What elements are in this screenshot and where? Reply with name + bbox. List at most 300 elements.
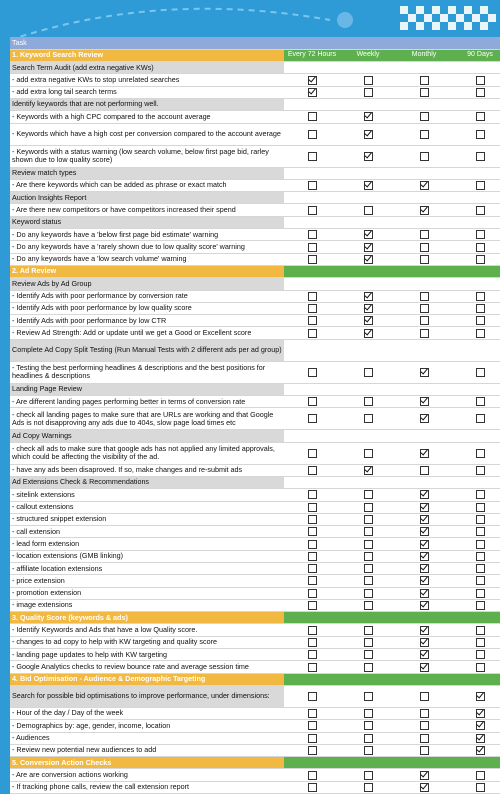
unchecked-checkbox[interactable] [476,601,485,610]
checked-checkbox[interactable] [364,181,373,190]
empty-cell [396,757,452,769]
unchecked-checkbox[interactable] [364,692,373,701]
checkbox-cell [396,464,452,476]
empty-cell [452,62,500,74]
empty-cell [396,192,452,204]
checked-checkbox[interactable] [364,130,373,139]
checkbox-cell [452,179,500,191]
unchecked-checkbox[interactable] [308,130,317,139]
unchecked-checkbox[interactable] [476,589,485,598]
checked-checkbox[interactable] [420,564,429,573]
unchecked-checkbox[interactable] [364,503,373,512]
unchecked-checkbox[interactable] [476,130,485,139]
unchecked-checkbox[interactable] [476,527,485,536]
unchecked-checkbox[interactable] [308,181,317,190]
subheading-row [10,62,500,74]
checkbox-cell [284,624,340,636]
unchecked-checkbox[interactable] [420,112,429,121]
unchecked-checkbox[interactable] [420,230,429,239]
unchecked-checkbox[interactable] [476,329,485,338]
checkbox-cell [284,86,340,98]
task-row [10,526,500,538]
unchecked-checkbox[interactable] [308,243,317,252]
checked-checkbox[interactable] [364,112,373,121]
task-label: - have any ads been disaproved. If so, make changes and re-submit ads [10,464,284,476]
unchecked-checkbox[interactable] [308,709,317,718]
empty-cell [452,673,500,685]
unchecked-checkbox[interactable] [420,243,429,252]
task-label: Ad Extensions Check & Recommendations [10,476,284,488]
unchecked-checkbox[interactable] [308,663,317,672]
unchecked-checkbox[interactable] [420,329,429,338]
checked-checkbox[interactable] [420,490,429,499]
unchecked-checkbox[interactable] [364,527,373,536]
task-row [10,538,500,550]
unchecked-checkbox[interactable] [476,771,485,780]
checkbox-cell [452,396,500,408]
unchecked-checkbox[interactable] [364,626,373,635]
checked-checkbox[interactable] [420,527,429,536]
checked-checkbox[interactable] [476,734,485,743]
unchecked-checkbox[interactable] [420,721,429,730]
unchecked-checkbox[interactable] [364,564,373,573]
task-label: - Do any keywords have a 'rarely shown due to low quality score' warning [10,241,284,253]
unchecked-checkbox[interactable] [364,397,373,406]
unchecked-checkbox[interactable] [364,721,373,730]
unchecked-checkbox[interactable] [420,746,429,755]
unchecked-checkbox[interactable] [364,746,373,755]
unchecked-checkbox[interactable] [308,490,317,499]
task-label: - Keywords which have a high cost per conversion compared to the account average [10,123,284,145]
unchecked-checkbox[interactable] [364,709,373,718]
empty-cell [396,612,452,624]
unchecked-checkbox[interactable] [420,255,429,264]
checked-checkbox[interactable] [420,368,429,377]
empty-cell [284,757,340,769]
checked-checkbox[interactable] [420,638,429,647]
unchecked-checkbox[interactable] [476,152,485,161]
task-label: - location extensions (GMB linking) [10,550,284,562]
unchecked-checkbox[interactable] [364,783,373,792]
task-row [10,86,500,98]
checked-checkbox[interactable] [308,88,317,97]
unchecked-checkbox[interactable] [476,397,485,406]
task-row [10,145,500,167]
unchecked-checkbox[interactable] [420,734,429,743]
checkbox-cell [284,781,340,793]
unchecked-checkbox[interactable] [308,292,317,301]
task-row [10,587,500,599]
empty-cell [396,339,452,361]
checkbox-cell [284,442,340,464]
task-row [10,563,500,575]
unchecked-checkbox[interactable] [476,626,485,635]
task-label: - Keywords with a status warning (low search volume, below first page bid, rarley shown due to low quality score) [10,145,284,167]
checked-checkbox[interactable] [420,589,429,598]
checkbox-cell [284,145,340,167]
checked-checkbox[interactable] [476,709,485,718]
unchecked-checkbox[interactable] [476,449,485,458]
checkbox-cell [396,408,452,430]
checked-checkbox[interactable] [420,449,429,458]
subheading-row [10,383,500,395]
unchecked-checkbox[interactable] [420,76,429,85]
checkbox-cell [396,563,452,575]
checkbox-cell [340,624,396,636]
unchecked-checkbox[interactable] [308,650,317,659]
unchecked-checkbox[interactable] [308,230,317,239]
checkbox-cell [340,636,396,648]
checkbox-cell [452,253,500,265]
empty-cell [452,265,500,277]
unchecked-checkbox[interactable] [364,490,373,499]
unchecked-checkbox[interactable] [308,638,317,647]
empty-cell [452,216,500,228]
unchecked-checkbox[interactable] [476,564,485,573]
empty-cell [284,612,340,624]
checkbox-cell [284,563,340,575]
unchecked-checkbox[interactable] [308,527,317,536]
checkbox-cell [340,587,396,599]
unchecked-checkbox[interactable] [476,540,485,549]
unchecked-checkbox[interactable] [476,466,485,475]
unchecked-checkbox[interactable] [476,243,485,252]
checked-checkbox[interactable] [476,692,485,701]
task-row [10,464,500,476]
unchecked-checkbox[interactable] [476,316,485,325]
unchecked-checkbox[interactable] [476,112,485,121]
unchecked-checkbox[interactable] [476,783,485,792]
task-label: - Keywords with a high CPC compared to the account average [10,111,284,123]
task-label: - Are are conversion actions working [10,769,284,781]
unchecked-checkbox[interactable] [308,316,317,325]
checkbox-cell [452,315,500,327]
unchecked-checkbox[interactable] [476,206,485,215]
unchecked-checkbox[interactable] [308,746,317,755]
task-label: - affiliate location extensions [10,563,284,575]
checkbox-cell [284,229,340,241]
checkbox-cell [452,204,500,216]
unchecked-checkbox[interactable] [308,112,317,121]
task-label: - Google Analytics checks to review bounce rate and average session time [10,661,284,673]
task-label: - changes to ad copy to help with KW targeting and quality score [10,636,284,648]
task-label: - Review Ad Strength: Add or update until we get a Good or Excellent score [10,327,284,339]
checkbox-cell [340,661,396,673]
checkbox-cell [340,145,396,167]
checkbox-cell [340,744,396,756]
checkbox-cell [284,513,340,525]
checkbox-cell [396,599,452,611]
checked-checkbox[interactable] [364,316,373,325]
empty-cell [284,98,340,110]
task-label: - lead form extension [10,538,284,550]
checkbox-cell [340,123,396,145]
unchecked-checkbox[interactable] [476,181,485,190]
unchecked-checkbox[interactable] [308,152,317,161]
task-row [10,290,500,302]
task-label: - landing page updates to help with KW targeting [10,649,284,661]
checked-checkbox[interactable] [420,414,429,423]
checked-checkbox[interactable] [308,76,317,85]
unchecked-checkbox[interactable] [420,466,429,475]
unchecked-checkbox[interactable] [364,414,373,423]
empty-cell [452,383,500,395]
checkbox-cell [284,111,340,123]
checked-checkbox[interactable] [420,771,429,780]
unchecked-checkbox[interactable] [476,552,485,561]
unchecked-checkbox[interactable] [476,76,485,85]
checkbox-cell [340,720,396,732]
task-row [10,253,500,265]
checkbox-cell [396,649,452,661]
unchecked-checkbox[interactable] [476,650,485,659]
task-label: - check all landing pages to make sure that are URLs are working and that Google Ads is not disapproving any ads due to 404s, slow page load times etc [10,408,284,430]
empty-cell [340,192,396,204]
unchecked-checkbox[interactable] [364,515,373,524]
checked-checkbox[interactable] [420,503,429,512]
task-row [10,111,500,123]
unchecked-checkbox[interactable] [476,414,485,423]
empty-cell [340,98,396,110]
unchecked-checkbox[interactable] [476,255,485,264]
checkbox-cell [284,685,340,707]
checkbox-cell [452,636,500,648]
unchecked-checkbox[interactable] [364,734,373,743]
empty-cell [340,339,396,361]
checkbox-cell [284,636,340,648]
unchecked-checkbox[interactable] [308,329,317,338]
unchecked-checkbox[interactable] [308,626,317,635]
task-label: Auction Insights Report [10,192,284,204]
section-title: 2. Ad Review [10,265,284,277]
checkbox-cell [396,587,452,599]
checked-checkbox[interactable] [420,181,429,190]
unchecked-checkbox[interactable] [420,152,429,161]
unchecked-checkbox[interactable] [364,589,373,598]
task-label: - Testing the best performing headlines & descriptions and the best positions for headlines & descriptions [10,361,284,383]
unchecked-checkbox[interactable] [308,206,317,215]
unchecked-checkbox[interactable] [364,449,373,458]
unchecked-checkbox[interactable] [308,368,317,377]
unchecked-checkbox[interactable] [308,734,317,743]
unchecked-checkbox[interactable] [476,503,485,512]
unchecked-checkbox[interactable] [308,771,317,780]
unchecked-checkbox[interactable] [364,552,373,561]
empty-cell [340,265,396,277]
checkbox-cell [452,361,500,383]
empty-cell [452,476,500,488]
unchecked-checkbox[interactable] [420,304,429,313]
checked-checkbox[interactable] [420,397,429,406]
empty-cell [284,476,340,488]
unchecked-checkbox[interactable] [308,601,317,610]
checked-checkbox[interactable] [364,243,373,252]
checked-checkbox[interactable] [420,515,429,524]
checklist-table [10,37,500,794]
unchecked-checkbox[interactable] [364,368,373,377]
checkbox-cell [284,74,340,86]
empty-cell [284,339,340,361]
unchecked-checkbox[interactable] [308,449,317,458]
checked-checkbox[interactable] [420,601,429,610]
checkbox-cell [284,204,340,216]
unchecked-checkbox[interactable] [308,540,317,549]
checkbox-cell [396,624,452,636]
empty-cell [452,612,500,624]
unchecked-checkbox[interactable] [476,663,485,672]
checked-checkbox[interactable] [364,152,373,161]
unchecked-checkbox[interactable] [364,76,373,85]
checkbox-cell [284,649,340,661]
checkbox-cell [340,501,396,513]
checkbox-cell [340,489,396,501]
unchecked-checkbox[interactable] [364,601,373,610]
task-label: Keyword status [10,216,284,228]
unchecked-checkbox[interactable] [364,88,373,97]
unchecked-checkbox[interactable] [364,663,373,672]
checkbox-cell [396,111,452,123]
checked-checkbox[interactable] [420,576,429,585]
checkbox-cell [284,501,340,513]
checked-checkbox[interactable] [420,663,429,672]
frequency-column-header: Every 72 Hours [284,49,340,61]
task-row [10,769,500,781]
unchecked-checkbox[interactable] [308,552,317,561]
empty-cell [396,62,452,74]
task-header-label: Task [10,37,284,49]
checked-checkbox[interactable] [364,466,373,475]
checkbox-cell [284,732,340,744]
checkbox-cell [284,575,340,587]
checked-checkbox[interactable] [420,206,429,215]
checked-checkbox[interactable] [476,746,485,755]
subheading-row [10,167,500,179]
empty-cell [396,430,452,442]
unchecked-checkbox[interactable] [308,721,317,730]
unchecked-checkbox[interactable] [308,692,317,701]
checkbox-cell [340,74,396,86]
checkbox-cell [452,241,500,253]
unchecked-checkbox[interactable] [308,589,317,598]
empty-cell [340,673,396,685]
task-row [10,720,500,732]
empty-cell [340,612,396,624]
checked-checkbox[interactable] [420,552,429,561]
unchecked-checkbox[interactable] [308,466,317,475]
checkbox-cell [452,624,500,636]
checkbox-cell [284,538,340,550]
unchecked-checkbox[interactable] [420,88,429,97]
unchecked-checkbox[interactable] [420,692,429,701]
unchecked-checkbox[interactable] [476,368,485,377]
checked-checkbox[interactable] [364,329,373,338]
checked-checkbox[interactable] [364,304,373,313]
checked-checkbox[interactable] [420,783,429,792]
checked-checkbox[interactable] [420,540,429,549]
unchecked-checkbox[interactable] [420,130,429,139]
subheading-row [10,339,500,361]
checked-checkbox[interactable] [364,292,373,301]
checked-checkbox[interactable] [420,626,429,635]
checkbox-cell [396,550,452,562]
checkbox-cell [396,661,452,673]
checkbox-cell [452,526,500,538]
checkbox-cell [452,587,500,599]
section-header-row [10,49,500,61]
unchecked-checkbox[interactable] [476,576,485,585]
unchecked-checkbox[interactable] [308,515,317,524]
checkbox-cell [396,396,452,408]
checkbox-cell [284,707,340,719]
section-header-row [10,757,500,769]
checkbox-cell [284,464,340,476]
task-row [10,241,500,253]
task-row [10,781,500,793]
unchecked-checkbox[interactable] [364,771,373,780]
checkbox-cell [340,179,396,191]
unchecked-checkbox[interactable] [476,515,485,524]
checkbox-cell [452,290,500,302]
frequency-column-header: 90 Days [452,49,500,61]
checked-checkbox[interactable] [420,650,429,659]
unchecked-checkbox[interactable] [308,576,317,585]
unchecked-checkbox[interactable] [308,783,317,792]
unchecked-checkbox[interactable] [476,638,485,647]
empty-cell [284,383,340,395]
checked-checkbox[interactable] [364,230,373,239]
unchecked-checkbox[interactable] [476,490,485,499]
unchecked-checkbox[interactable] [420,292,429,301]
unchecked-checkbox[interactable] [420,316,429,325]
unchecked-checkbox[interactable] [308,304,317,313]
task-row [10,575,500,587]
checkbox-cell [284,550,340,562]
unchecked-checkbox[interactable] [420,709,429,718]
unchecked-checkbox[interactable] [364,638,373,647]
empty-cell [396,278,452,290]
checkbox-cell [340,526,396,538]
checkbox-cell [396,575,452,587]
unchecked-checkbox[interactable] [308,503,317,512]
checked-checkbox[interactable] [476,721,485,730]
checkbox-cell [340,707,396,719]
unchecked-checkbox[interactable] [476,292,485,301]
unchecked-checkbox[interactable] [476,88,485,97]
unchecked-checkbox[interactable] [364,576,373,585]
unchecked-checkbox[interactable] [364,650,373,659]
checkbox-cell [452,538,500,550]
task-label: - image extensions [10,599,284,611]
checkbox-cell [396,179,452,191]
unchecked-checkbox[interactable] [476,304,485,313]
checkbox-cell [284,744,340,756]
task-row [10,396,500,408]
task-label: - Identify Keywords and Ads that have a low Quality score. [10,624,284,636]
checkbox-cell [284,253,340,265]
unchecked-checkbox[interactable] [308,414,317,423]
empty-cell [284,430,340,442]
empty-cell [340,476,396,488]
unchecked-checkbox[interactable] [308,564,317,573]
unchecked-checkbox[interactable] [308,397,317,406]
unchecked-checkbox[interactable] [364,540,373,549]
checkbox-cell [396,781,452,793]
checked-checkbox[interactable] [364,255,373,264]
unchecked-checkbox[interactable] [476,230,485,239]
task-row [10,636,500,648]
unchecked-checkbox[interactable] [364,206,373,215]
unchecked-checkbox[interactable] [308,255,317,264]
